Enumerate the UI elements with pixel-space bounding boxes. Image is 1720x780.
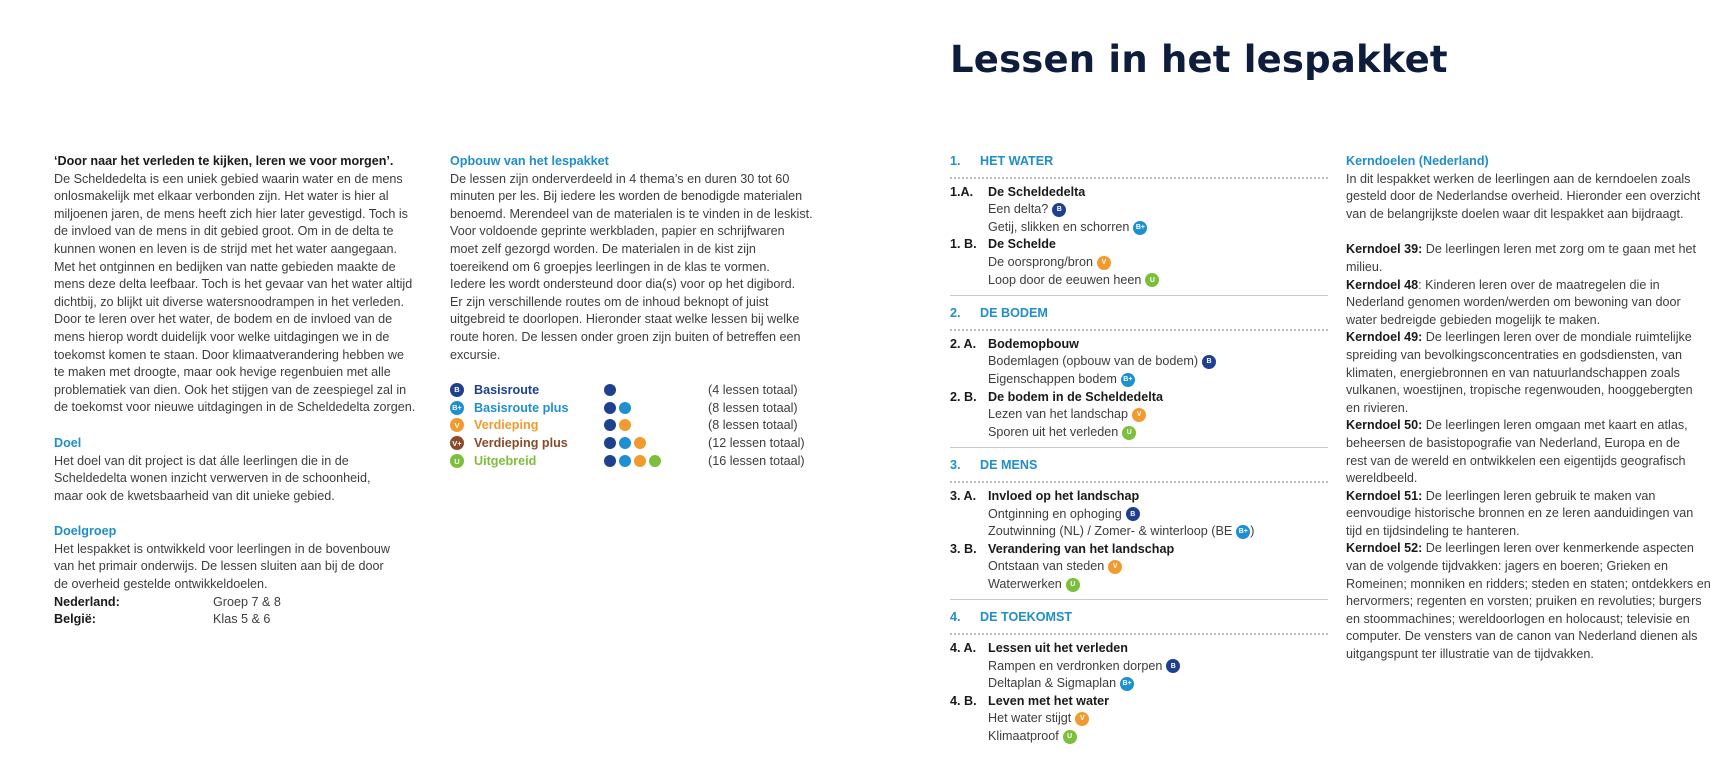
lesson-item <box>950 219 1328 237</box>
subtheme-number: 3. A. <box>950 488 977 503</box>
lesson-title: Klimaatproof <box>988 729 1059 744</box>
text-line: moet zelf gezorgd worden. De materialen in de kist zijn <box>450 241 756 256</box>
subtheme-number: 4. B. <box>950 693 977 708</box>
theme-number: 1. <box>950 154 961 168</box>
text-line: computer. De vensters van de canon van Nederland dienen als <box>1346 629 1698 644</box>
lesson-title: Lezen van het landschap <box>988 407 1129 422</box>
lesson-title: Sporen uit het verleden <box>988 424 1119 439</box>
text-line: gesteld door de Nederlandse overheid. Hieronder een overzicht <box>1346 189 1701 204</box>
lesson-title: Het water stijgt <box>988 711 1072 726</box>
kerndoel-text: De leerlingen leren met zorg om te gaan met het <box>1422 242 1697 257</box>
lesson-item <box>950 658 1328 676</box>
route-count: (12 lessen totaal) <box>708 436 805 451</box>
route-icon: B <box>1202 355 1216 369</box>
theme-number: 4. <box>950 610 961 625</box>
dotted-divider <box>950 329 1328 331</box>
section-divider <box>950 599 1328 600</box>
lesson-title: Een delta? <box>988 202 1049 217</box>
text-line <box>1346 277 1718 295</box>
subtheme-heading <box>950 693 1328 711</box>
subtheme-title: De Schelde <box>988 237 1056 252</box>
route-icon: B+ <box>1236 525 1250 539</box>
lesson-title: De oorsprong/bron <box>988 254 1094 269</box>
text-line: toereikend om 6 groepjes leerlingen in de klas te vormen. <box>450 259 770 274</box>
opbouw-heading: Opbouw van het lespakket <box>450 154 609 168</box>
route-icon: B <box>1052 203 1066 217</box>
subtheme-heading <box>950 389 1328 407</box>
text-line: dichtbij, zo blijkt uit diverse watersnoodrampen in het verleden. <box>54 294 405 309</box>
route-icon: U <box>1122 426 1136 440</box>
subtheme-title: Bodemopbouw <box>988 336 1079 351</box>
subtheme-number: 4. A. <box>950 641 977 656</box>
text-line: mens deze delta leefbaar. Toch is het gevaar van het water altijd <box>54 277 413 292</box>
text-line: De lessen zijn onderverdeeld in 4 thema’s en duren 30 tot 60 <box>450 171 790 186</box>
kerndoel-label: Kerndoel 50: <box>1346 418 1423 433</box>
route-dot <box>619 455 631 467</box>
lesson-title: Zoutwinning (NL) / Zomer- & winterloop (BE <box>988 524 1233 539</box>
route-dot <box>604 419 616 431</box>
text-line: Met het ontginnen en bedijken van natte gebieden maakte de <box>54 259 396 274</box>
subtheme-number: 1.A. <box>950 184 974 199</box>
lesson-item <box>950 406 1328 424</box>
route-count: (16 lessen totaal) <box>708 454 805 469</box>
route-count: (8 lessen totaal) <box>708 418 798 433</box>
text-line: Door te leren over het water, de bodem en de invloed van de <box>54 312 393 327</box>
subtheme-heading <box>950 184 1328 202</box>
route-row <box>450 381 820 399</box>
lesson-title: Loop door de eeuwen heen <box>988 272 1142 287</box>
route-dot <box>649 455 661 467</box>
text-line: van de volgende tijdvakken: jagers en boeren; Grieken en <box>1346 559 1669 574</box>
theme-title: DE BODEM <box>980 306 1048 321</box>
text-line: spreiding van bevolkingsconcentraties en godsdiensten, van <box>1346 347 1683 362</box>
doelgroep-table <box>54 594 439 629</box>
kerndoel-label: Kerndoel 51: <box>1346 488 1423 503</box>
kerndoel-label: Kerndoel 49: <box>1346 330 1423 345</box>
route-icon: B+ <box>1120 677 1134 691</box>
doelgroep-heading: Doelgroep <box>54 524 117 539</box>
lesson-title: Eigenschappen bodem <box>988 371 1117 386</box>
route-icon: B <box>450 383 464 397</box>
text-line: water bedreigde gebieden mogelijk te maken. <box>1346 312 1601 327</box>
route-row <box>450 399 820 417</box>
theme-heading <box>950 457 1328 475</box>
lesson-item <box>950 353 1328 371</box>
kerndoel-item <box>1346 417 1718 487</box>
text-line: maar ook de kwetsbaarheid van dit unieke gebied. <box>54 488 335 503</box>
theme-heading <box>950 153 1328 171</box>
text-line: uitgebreid te doorlopen. Hieronder staat welke lessen bij welke <box>450 312 800 327</box>
route-icon: B <box>1126 507 1140 521</box>
subtheme-number: 2. A. <box>950 336 977 351</box>
opbouw-text <box>450 171 835 365</box>
text-line: Het lespakket is ontwikkeld voor leerlingen in de bovenbouw <box>54 541 391 556</box>
route-icon: V+ <box>450 436 464 450</box>
lesson-item <box>950 424 1328 442</box>
subtheme-number: 2. B. <box>950 389 977 404</box>
subtheme-number: 3. B. <box>950 541 977 556</box>
lesson-item <box>950 558 1328 576</box>
theme-title: DE MENS <box>980 458 1038 473</box>
text-line: Iedere les wordt ondersteund door dia(s) voor op het digibord. <box>450 277 796 292</box>
subtheme-heading <box>950 336 1328 354</box>
route-icon: U <box>450 454 464 468</box>
route-dots <box>604 384 708 396</box>
text-line: route horen. De lessen onder groen zijn buiten of betreffen een <box>450 329 801 344</box>
lesson-item <box>950 272 1328 290</box>
text-line <box>1346 241 1718 259</box>
route-icon: B+ <box>1133 221 1147 235</box>
kerndoelen-list <box>1346 241 1718 663</box>
text-line: Het doel van dit project is dat álle leerlingen die in de <box>54 453 349 468</box>
subtheme-title: De bodem in de Scheldedelta <box>988 389 1163 404</box>
lesson-suffix: ) <box>1250 524 1255 539</box>
lesson-title: Waterwerken <box>988 576 1062 591</box>
lesson-item <box>950 506 1328 524</box>
kerndoel-item <box>1346 277 1718 330</box>
dotted-divider <box>950 177 1328 179</box>
theme-number: 2. <box>950 306 961 321</box>
text-line: beheersen de basistopografie van Nederland, Europa en de <box>1346 435 1680 450</box>
route-dot <box>619 437 631 449</box>
theme-number: 3. <box>950 458 961 473</box>
text-line: eenvoudige historische bronnen en ze leren aanduidingen van <box>1346 506 1694 521</box>
subtheme-title: Verandering van het landschap <box>988 541 1175 556</box>
subtheme-title: Lessen uit het verleden <box>988 641 1128 656</box>
text-line <box>1346 540 1718 558</box>
text-line <box>1346 417 1718 435</box>
kerndoelen-column <box>1346 153 1718 664</box>
kerndoel-text: De leerlingen leren gebruik te maken van <box>1422 488 1656 503</box>
text-line: In dit lespakket werken de leerlingen aan de kerndoelen zoals <box>1346 171 1691 186</box>
text-line: hervormers; regenten en vorsten; pruiken en revoluties; burgers <box>1346 594 1702 609</box>
route-icon: V <box>1097 256 1111 270</box>
text-line: kunnen wonen en leven is de strijd met het water aangegaan. <box>54 241 398 256</box>
text-line: toekomst komen te staan. Door klimaatverandering hebben we <box>54 347 405 362</box>
kerndoel-item <box>1346 540 1718 663</box>
text-line: excursie. <box>450 347 501 362</box>
route-name: Basisroute plus <box>474 400 569 415</box>
lesson-title: Ontstaan van steden <box>988 559 1105 574</box>
text-line: te maken met droogte, maar ook hevige regenbuien met alle <box>54 365 391 380</box>
route-name: Verdieping plus <box>474 436 568 451</box>
text-line <box>1346 329 1718 347</box>
text-line: rest van de wereld en ontwikkelen een eigentijds geografisch <box>1346 453 1686 468</box>
kerndoelen-intro <box>1346 171 1718 224</box>
doelgroep-text <box>54 541 439 594</box>
theme-heading <box>950 609 1328 627</box>
kerndoel-label: Kerndoel 39: <box>1346 242 1423 257</box>
route-dots <box>604 455 708 467</box>
text-line: Voor voldoende geprinte werkbladen, papier en schrijfwaren <box>450 224 785 239</box>
route-dot <box>634 455 646 467</box>
route-name: Verdieping <box>474 418 539 433</box>
text-line: onlosmakelijk met elkaar verbonden zijn. Het water is hier al <box>54 189 389 204</box>
doel-text <box>54 453 439 506</box>
doelgroep-value: Groep 7 & 8 <box>213 594 281 609</box>
text-line: en stoommachines; wereldoorlogen en holocaust; televisie en <box>1346 611 1690 626</box>
text-line: milieu. <box>1346 259 1383 274</box>
route-dot <box>634 437 646 449</box>
route-dots <box>604 402 708 414</box>
doelgroep-row <box>54 594 439 612</box>
text-line <box>1346 488 1718 506</box>
kerndoel-label: Kerndoel 48 <box>1346 277 1419 292</box>
subtheme-number: 1. B. <box>950 237 977 252</box>
route-dots <box>604 419 708 431</box>
route-row <box>450 434 820 452</box>
text-line: van de belangrijkste doelen waar dit lespakket aan bijdraagt. <box>1346 206 1684 221</box>
lesson-title: Bodemlagen (opbouw van de bodem) <box>988 354 1199 369</box>
theme-title: HET WATER <box>980 154 1054 168</box>
text-line: uitgangspunt ter illustratie van de tijdvakken. <box>1346 647 1594 662</box>
theme-title: DE TOEKOMST <box>980 610 1073 625</box>
doelgroep-key: Nederland: <box>54 594 120 609</box>
lesson-item <box>950 371 1328 389</box>
route-icon: U <box>1066 578 1080 592</box>
route-icon: U <box>1063 730 1077 744</box>
lesson-item <box>950 728 1328 746</box>
route-icon: V <box>450 418 464 432</box>
text-line: de invloed van de mens in dit gebied groot. Om in de delta te <box>54 224 394 239</box>
lesson-item <box>950 576 1328 594</box>
text-line: Scheldedelta wonen inzicht verwerven in de schoonheid, <box>54 471 371 486</box>
kerndoel-label: Kerndoel 52: <box>1346 541 1423 556</box>
lesson-item <box>950 523 1328 541</box>
doel-heading: Doel <box>54 435 82 450</box>
kerndoel-item <box>1346 241 1718 276</box>
text-line: van het primair onderwijs. De lessen sluiten aan bij de door <box>54 559 384 574</box>
text-line: Romeinen; monniken en ridders; steden en staten; ontdekkers en <box>1346 576 1711 591</box>
doelgroep-value: Klas 5 & 6 <box>213 612 271 627</box>
page-title: Lessen in het lespakket <box>950 38 1448 81</box>
route-count: (4 lessen totaal) <box>708 382 798 397</box>
route-row <box>450 417 820 435</box>
theme-heading <box>950 305 1328 323</box>
kerndoelen-heading: Kerndoelen (Nederland) <box>1346 154 1489 168</box>
text-line: klimaten, energiebronnen en van natuurlandschappen zoals <box>1346 365 1680 380</box>
kerndoel-text: De leerlingen leren over de mondiale ruimtelijke <box>1422 330 1692 345</box>
intro-quote: ‘Door naar het verleden te kijken, leren we voor morgen’. <box>54 154 394 168</box>
intro-column <box>54 153 439 629</box>
route-row <box>450 452 820 470</box>
lesson-title: Getij, slikken en schorren <box>988 219 1130 234</box>
text-line: miljoenen jaren, de mens heeft zich hier later gevestigd. Toch is <box>54 206 408 221</box>
kerndoel-text: De leerlingen leren over kenmerkende aspecten <box>1422 541 1694 556</box>
subtheme-title: De Scheldedelta <box>988 184 1086 199</box>
dotted-divider <box>950 633 1328 635</box>
route-count: (8 lessen totaal) <box>708 400 798 415</box>
subtheme-heading <box>950 541 1328 559</box>
lesson-item <box>950 675 1328 693</box>
lesson-title: Ontginning en ophoging <box>988 506 1122 521</box>
section-divider <box>950 295 1328 296</box>
route-name: Uitgebreid <box>474 454 537 469</box>
route-dot <box>604 437 616 449</box>
text-line: mens hierop wordt duidelijk voor welke uitdagingen we in de <box>54 329 390 344</box>
text-line: De Scheldedelta is een uniek gebied waarin water en de mens <box>54 171 403 186</box>
route-dot <box>604 384 616 396</box>
kerndoel-text: De leerlingen leren omgaan met kaart en atlas, <box>1422 418 1688 433</box>
subtheme-heading <box>950 236 1328 254</box>
themes-column <box>950 153 1328 746</box>
text-line: minuten per les. Bij iedere les worden de benodigde materialen <box>450 189 803 204</box>
route-icon: V <box>1132 408 1146 422</box>
kerndoel-item <box>1346 329 1718 417</box>
route-name: Basisroute <box>474 382 540 397</box>
subtheme-heading <box>950 640 1328 658</box>
text-line: Nederland genomen worden/werden om bewoning van door <box>1346 295 1681 310</box>
lesson-item <box>950 254 1328 272</box>
route-icon: V <box>1108 560 1122 574</box>
subtheme-title: Leven met het water <box>988 693 1110 708</box>
text-line: en rivieren. <box>1346 400 1409 415</box>
kerndoel-item <box>1346 488 1718 541</box>
doelgroep-key: België: <box>54 612 96 627</box>
route-legend <box>450 381 820 470</box>
subtheme-title: Invloed op het landschap <box>988 488 1140 503</box>
route-dot <box>619 419 631 431</box>
route-dots <box>604 437 708 449</box>
lesson-title: Rampen en verdronken dorpen <box>988 658 1163 673</box>
text-line: benoemd. Merendeel van de materialen is te vinden in de leskist. <box>450 206 813 221</box>
route-dot <box>604 402 616 414</box>
text-line: Er zijn verschillende routes om de inhoud beknopt of juist <box>450 294 769 309</box>
lesson-item <box>950 201 1328 219</box>
route-icon: V <box>1075 712 1089 726</box>
text-line: tijd en tijdsindeling te hanteren. <box>1346 523 1520 538</box>
route-icon: B+ <box>1121 373 1135 387</box>
lesson-item <box>950 710 1328 728</box>
kerndoel-text: : Kinderen leren over de maatregelen die in <box>1418 277 1660 292</box>
dotted-divider <box>950 481 1328 483</box>
lesson-title: Deltaplan & Sigmaplan <box>988 676 1117 691</box>
text-line: wereldbeeld. <box>1346 471 1418 486</box>
section-divider <box>950 447 1328 448</box>
route-dot <box>619 402 631 414</box>
route-dot <box>604 455 616 467</box>
text-line: vulkanen, woestijnen, tropische regenwouden, hooggebergten <box>1346 383 1693 398</box>
text-line: de toekomst voor nieuwe uitdagingen in de Scheldedelta zorgen. <box>54 400 416 415</box>
route-icon: B+ <box>450 401 464 415</box>
intro-text <box>54 171 439 417</box>
opbouw-column <box>450 153 835 364</box>
route-icon: B <box>1166 659 1180 673</box>
doelgroep-row <box>54 611 439 629</box>
text-line: problematiek van dien. Ook het stijgen van de zeespiegel zal in <box>54 382 407 397</box>
route-icon: U <box>1145 273 1159 287</box>
text-line: de overheid gestelde ontwikkeldoelen. <box>54 577 268 592</box>
subtheme-heading <box>950 488 1328 506</box>
